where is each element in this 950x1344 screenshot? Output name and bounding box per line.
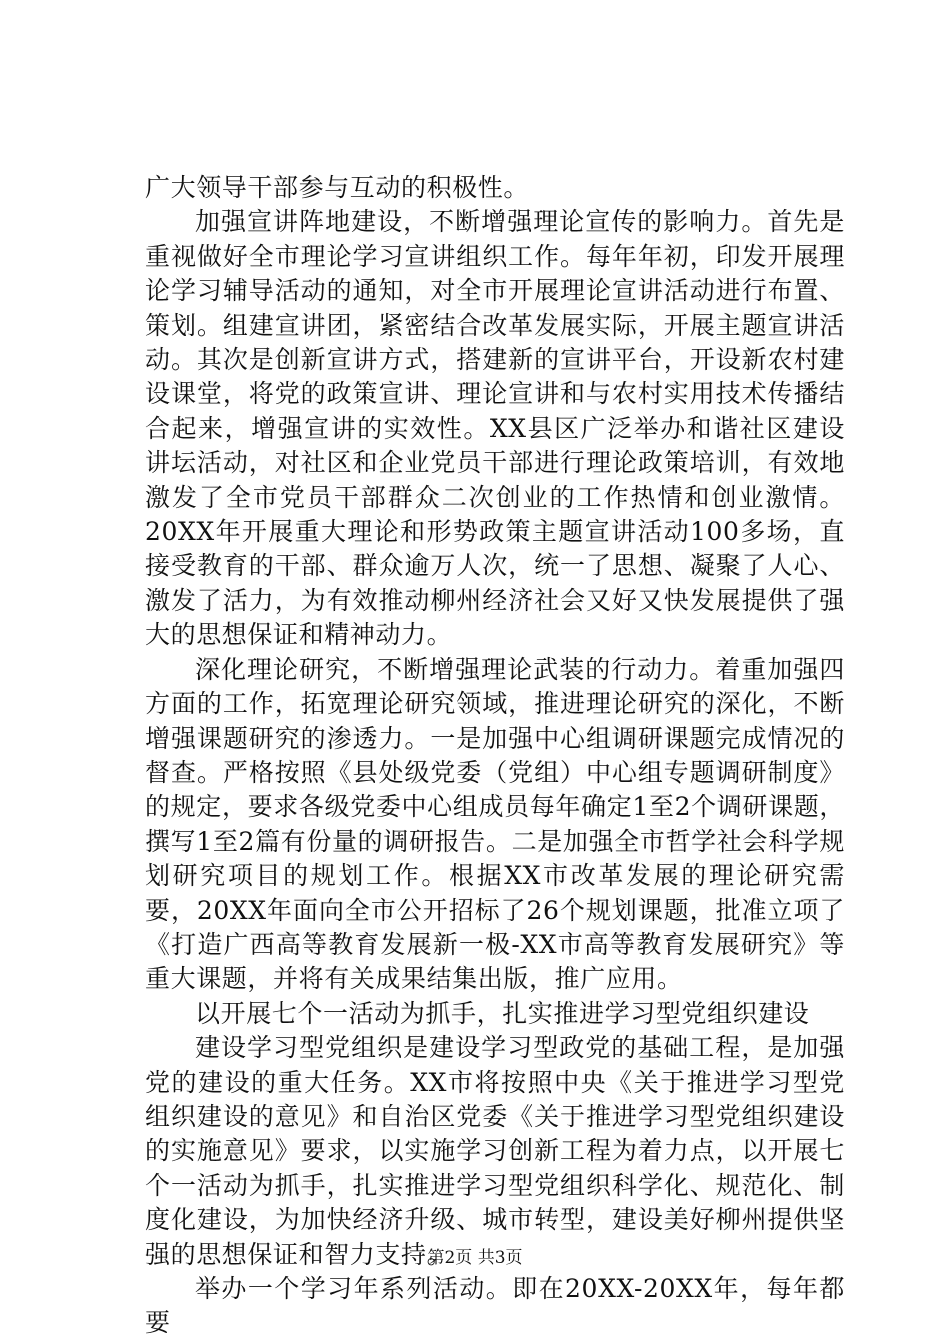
paragraph-research: 深化理论研究，不断增强理论武装的行动力。着重加强四方面的工作，拓宽理论研究领域，推进理论研究的深化，不断增强课题研究的渗透力。一是加强中心组调研课题完成情况的督查。严格按照《县处级党委（党组）中心组专题调研制度》的规定，要求各级党委中心组成员每年确定1至2个调研课题，撰写1至2篇有份量的调研报告。二是加强全市哲学社会科学规划研究项目的规划工作。根据XX市改革发展的理论研究需要，20XX年面向全市公开招标了26个规划课题，批准立项了《打造广西高等教育发展新一极-XX市高等教育发展研究》等重大课题，并将有关成果结集出版，推广应用。	[145, 654, 845, 994]
paragraph-learning-year: 举办一个学习年系列活动。即在20XX-20XX年，每年都要	[145, 1274, 845, 1338]
paragraph-continuation: 广大领导干部参与互动的积极性。	[145, 173, 530, 202]
document-body	[145, 171, 845, 1341]
paragraph-propaganda: 加强宣讲阵地建设，不断增强理论宣传的影响力。首先是重视做好全市理论学习宣讲组织工作。每年年初，印发开展理论学习辅导活动的通知，对全市开展理论宣讲活动进行布置、策划。组建宣讲团，紧密结合改革发展实际，开展主题宣讲活动。其次是创新宣讲方式，搭建新的宣讲平台，开设新农村建设课堂，将党的政策宣讲、理论宣讲和与农村实用技术传播结合起来，增强宣讲的实效性。XX县区广泛举办和谐社区建设讲坛活动，对社区和企业党员干部进行理论政策培训，有效地激发了全市党员干部群众二次创业的工作热情和创业激情。20XX年开展重大理论和形势政策主题宣讲活动100多场，直接受教育的干部、群众逾万人次，统一了思想、凝聚了人心、激发了活力，为有效推动柳州经济社会又好又快发展提供了强大的思想保证和精神动力。	[145, 207, 845, 650]
paragraph-learning-party: 建设学习型党组织是建设学习型政党的基础工程，是加强党的建设的重大任务。XX市将按照中央《关于推进学习型党组织建设的意见》和自治区党委《关于推进学习型党组织建设的实施意见》要求，以实施学习创新工程为着力点，以开展七个一活动为抓手，扎实推进学习型党组织科学化、规范化、制度化建设，为加快经济升级、城市转型，建设美好柳州提供坚强的思想保证和智力支持。	[145, 1033, 845, 1269]
page-footer: 第2页 共3页	[427, 1248, 523, 1268]
section-heading: 以开展七个一活动为抓手，扎实推进学习型党组织建设	[195, 998, 810, 1028]
